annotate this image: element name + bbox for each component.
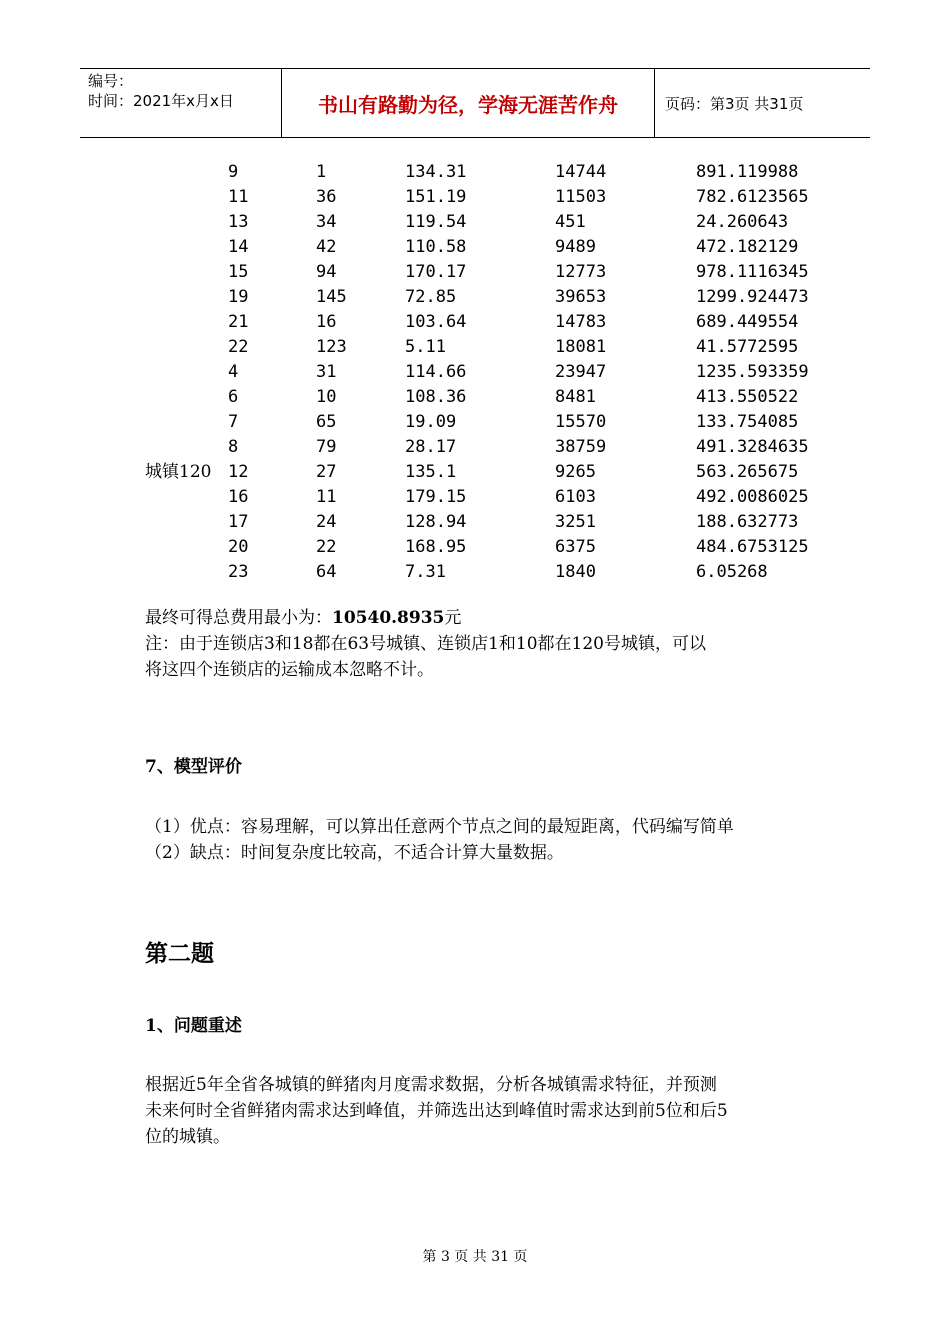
table-cell: 31 — [316, 362, 337, 382]
table-cell: 8 — [228, 437, 239, 457]
table-cell: 11 — [316, 487, 337, 507]
table-row — [0, 360, 900, 385]
table-cell: 24 — [316, 512, 337, 532]
table-cell: 23947 — [555, 362, 607, 382]
table-cell: 城镇120 — [145, 462, 212, 482]
part-2-para-line-1: 根据近5年全省各城镇的鲜猪肉月度需求数据，分析各城镇需求特征，并预测 — [145, 1075, 717, 1095]
header-meta — [80, 69, 280, 137]
table-cell: 492.0086025 — [696, 487, 809, 507]
table-cell: 16 — [228, 487, 249, 507]
table-row — [0, 260, 900, 285]
table-cell: 1299.924473 — [696, 287, 809, 307]
table-cell: 1840 — [555, 562, 596, 582]
page-header — [80, 68, 870, 138]
table-cell: 1 — [316, 162, 327, 182]
table-cell: 8481 — [555, 387, 596, 407]
table-cell: 12773 — [555, 262, 607, 282]
table-cell: 22 — [316, 537, 337, 557]
table-cell: 72.85 — [405, 287, 457, 307]
note-line-2: 将这四个连锁店的运输成本忽略不计。 — [145, 660, 434, 680]
time-label: 时间：2021年x月x日 — [88, 92, 234, 110]
table-cell: 94 — [316, 262, 337, 282]
result-value: 10540.8935 — [332, 608, 445, 628]
table-cell: 9265 — [555, 462, 596, 482]
table-cell: 188.632773 — [696, 512, 799, 532]
table-cell: 891.119988 — [696, 162, 799, 182]
table-cell: 19.09 — [405, 412, 457, 432]
table-row — [0, 560, 900, 585]
table-cell: 451 — [555, 212, 586, 232]
header-motto: 书山有路勤为径，学海无涯苦作舟 — [318, 92, 618, 117]
table-row — [0, 185, 900, 210]
table-cell: 563.265675 — [696, 462, 799, 482]
table-cell: 34 — [316, 212, 337, 232]
table-row — [0, 335, 900, 360]
table-cell: 21 — [228, 312, 249, 332]
header-motto-cell — [281, 69, 655, 137]
table-cell: 6375 — [555, 537, 596, 557]
table-cell: 10 — [316, 387, 337, 407]
part-2-title: 第二题 — [145, 940, 214, 967]
table-cell: 114.66 — [405, 362, 467, 382]
table-cell: 110.58 — [405, 237, 467, 257]
part-2-para-line-2: 未来何时全省鲜猪肉需求达到峰值，并筛选出达到峰值时需求达到前5位和后5 — [145, 1101, 728, 1121]
table-cell: 64 — [316, 562, 337, 582]
table-row — [0, 285, 900, 310]
table-cell: 11503 — [555, 187, 607, 207]
table-cell: 7.31 — [405, 562, 446, 582]
table-cell: 179.15 — [405, 487, 467, 507]
table-cell: 170.17 — [405, 262, 467, 282]
table-cell: 14 — [228, 237, 249, 257]
table-cell: 119.54 — [405, 212, 467, 232]
table-cell: 18081 — [555, 337, 607, 357]
table-cell: 28.17 — [405, 437, 457, 457]
table-cell: 27 — [316, 462, 337, 482]
result-unit: 元 — [444, 608, 462, 628]
part-2-subtitle: 1、问题重述 — [145, 1016, 242, 1036]
table-row — [0, 535, 900, 560]
table-cell: 22 — [228, 337, 249, 357]
table-cell: 24.260643 — [696, 212, 789, 232]
page-footer: 第 3 页 共 31 页 — [422, 1249, 528, 1265]
table-row — [0, 235, 900, 260]
table-cell: 151.19 — [405, 187, 467, 207]
table-cell: 20 — [228, 537, 249, 557]
table-cell: 17 — [228, 512, 249, 532]
table-cell: 4 — [228, 362, 239, 382]
table-cell: 42 — [316, 237, 337, 257]
table-cell: 135.1 — [405, 462, 457, 482]
table-row — [0, 210, 900, 235]
number-label: 编号： — [88, 72, 134, 90]
table-row — [0, 485, 900, 510]
table-cell: 145 — [316, 287, 347, 307]
table-cell: 65 — [316, 412, 337, 432]
table-cell: 168.95 — [405, 537, 467, 557]
table-cell: 79 — [316, 437, 337, 457]
table-cell: 5.11 — [405, 337, 446, 357]
table-row — [0, 160, 900, 185]
table-row — [0, 410, 900, 435]
table-cell: 13 — [228, 212, 249, 232]
table-cell: 14783 — [555, 312, 607, 332]
table-row — [0, 310, 900, 335]
table-cell: 484.6753125 — [696, 537, 809, 557]
table-cell: 689.449554 — [696, 312, 799, 332]
table-cell: 123 — [316, 337, 347, 357]
table-cell: 134.31 — [405, 162, 467, 182]
table-cell: 9489 — [555, 237, 596, 257]
table-cell: 1235.593359 — [696, 362, 809, 382]
table-cell: 6.05268 — [696, 562, 768, 582]
table-cell: 11 — [228, 187, 249, 207]
table-cell: 41.5772595 — [696, 337, 799, 357]
table-row — [0, 460, 900, 485]
table-row — [0, 510, 900, 535]
header-page-info: 页码：第3页 共31页 — [665, 94, 804, 113]
table-cell: 23 — [228, 562, 249, 582]
table-row — [0, 435, 900, 460]
table-cell: 15570 — [555, 412, 607, 432]
section-7-pro: （1）优点：容易理解，可以算出任意两个节点之间的最短距离，代码编写简单 — [145, 817, 734, 837]
table-cell: 491.3284635 — [696, 437, 809, 457]
table-cell: 103.64 — [405, 312, 467, 332]
table-cell: 3251 — [555, 512, 596, 532]
part-2-para-line-3: 位的城镇。 — [145, 1127, 230, 1147]
table-cell: 7 — [228, 412, 239, 432]
table-cell: 12 — [228, 462, 249, 482]
table-cell: 6 — [228, 387, 239, 407]
table-row — [0, 385, 900, 410]
table-cell: 39653 — [555, 287, 607, 307]
table-cell: 978.1116345 — [696, 262, 809, 282]
table-cell: 16 — [316, 312, 337, 332]
table-cell: 108.36 — [405, 387, 467, 407]
table-cell: 36 — [316, 187, 337, 207]
table-cell: 6103 — [555, 487, 596, 507]
table-cell: 128.94 — [405, 512, 467, 532]
note-line-1: 注：由于连锁店3和18都在63号城镇、连锁店1和10都在120号城镇，可以 — [145, 634, 706, 654]
table-cell: 15 — [228, 262, 249, 282]
table-cell: 38759 — [555, 437, 607, 457]
table-cell: 472.182129 — [696, 237, 799, 257]
result-prefix: 最终可得总费用最小为： — [145, 608, 332, 628]
table-cell: 14744 — [555, 162, 607, 182]
table-cell: 413.550522 — [696, 387, 799, 407]
section-7-title: 7、模型评价 — [145, 757, 242, 777]
result-line — [145, 605, 461, 631]
table-cell: 9 — [228, 162, 239, 182]
table-cell: 782.6123565 — [696, 187, 809, 207]
section-7-con: （2）缺点：时间复杂度比较高，不适合计算大量数据。 — [145, 843, 564, 863]
table-cell: 19 — [228, 287, 249, 307]
table-cell: 133.754085 — [696, 412, 799, 432]
